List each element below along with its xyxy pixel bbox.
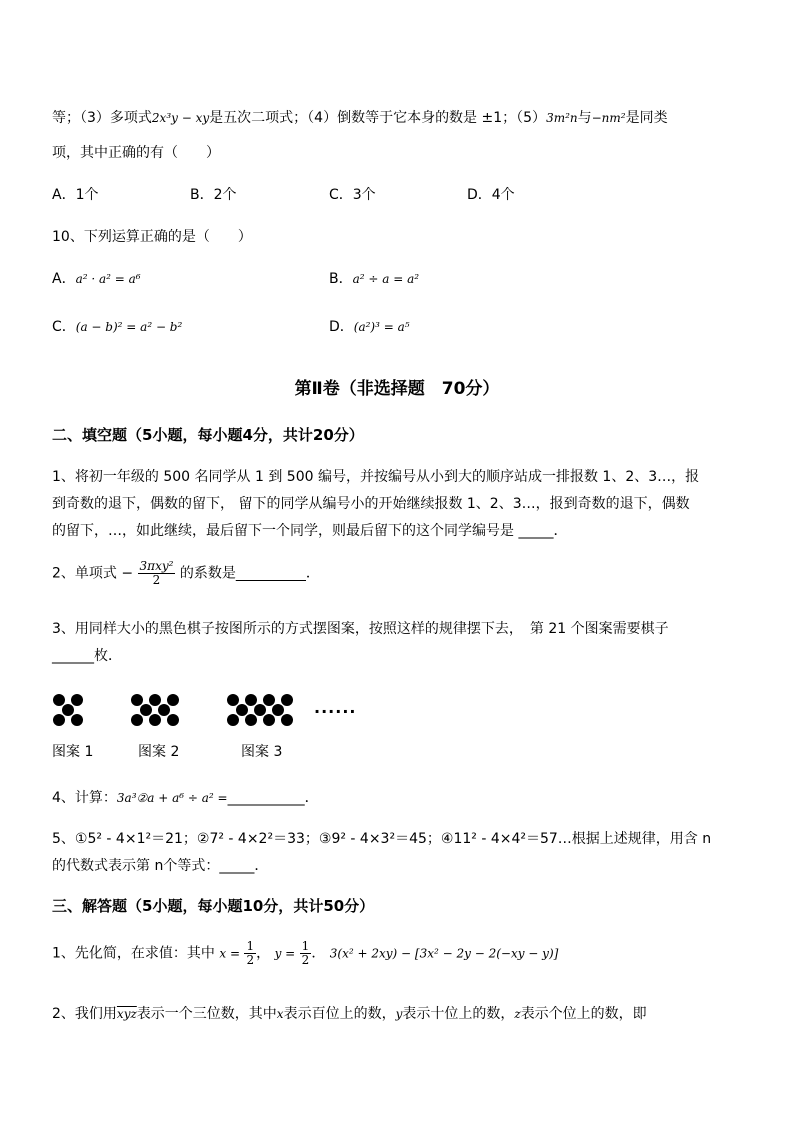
text: 表示百位上的数， (283, 1006, 396, 1022)
chess-piece (272, 704, 284, 716)
q9-line2: 项，其中正确的有（ ） (52, 145, 220, 161)
chess-piece (245, 694, 257, 706)
chess-piece (53, 714, 65, 726)
q9-option-c: C．3个 (329, 187, 376, 203)
chess-piece (149, 694, 161, 706)
math-expr: −nm² (591, 111, 626, 125)
fraction (138, 560, 176, 587)
numerator: 1 (246, 939, 255, 953)
chess-piece (140, 704, 152, 716)
text: ， (256, 945, 271, 962)
option-label: C． (52, 319, 76, 335)
f1-line1: 1、将初一年级的 500 名同学从 1 到 500 编号，并按编号从小到大的顺序站成一排报数 1、2、3…，报 (52, 469, 700, 485)
math-expr: x = (219, 946, 241, 961)
text: 是五次二项式；（4）倒数等于它本身的数是 ±1；（5） (209, 110, 547, 126)
chess-piece (263, 714, 275, 726)
text: 4、计算： (52, 790, 117, 806)
denominator: 2 (301, 953, 310, 967)
pattern-label-2: 图案 2 (138, 744, 180, 760)
option-label: B． (329, 271, 353, 287)
pattern-3 (227, 694, 293, 726)
chess-piece (167, 714, 179, 726)
math-expr: y (395, 1007, 403, 1021)
math-expr: a² ÷ a = a² (352, 272, 420, 286)
text: 与 (577, 110, 592, 126)
text: 表示十位上的数， (402, 1006, 515, 1022)
q9-option-a: A．1个 (52, 187, 99, 203)
q10-option-d (329, 316, 410, 336)
chess-piece (227, 694, 239, 706)
chess-piece (158, 704, 170, 716)
text: 等；（3）多项式 (52, 110, 152, 126)
chess-piece (131, 714, 143, 726)
numerator: 1 (301, 939, 310, 953)
s1 (52, 940, 558, 967)
math-expr: a² · a² = a⁶ (75, 272, 141, 286)
fill-section-title: 二、填空题（5小题，每小题4分，共计20分） (52, 426, 364, 444)
pattern-ellipsis: ······ (314, 702, 357, 721)
math-expr: 3m²n (546, 111, 578, 125)
f1-line2: 到奇数的退下，偶数的留下， 留下的同学从编号小的开始继续报数 1、2、3…，报到奇数的退下，偶数 (52, 496, 690, 512)
text: 是同类 (625, 110, 668, 126)
f5-line1: 5、①5² - 4×1²＝21；②7² - 4×2²＝33；③9² - 4×3²＝45；④11² - 4×4²＝57…根据上述规律，用含 n (52, 831, 712, 847)
math-expr: x (276, 1007, 284, 1021)
math-expr: 3(x² + 2xy) − [3x² − 2y − 2(−xy − y)] (329, 946, 559, 961)
q9-line1 (52, 107, 668, 127)
chess-piece (227, 714, 239, 726)
chess-piece (167, 694, 179, 706)
chess-piece (281, 694, 293, 706)
f3-line1: 3、用同样大小的黑色棋子按图所示的方式摆图案，按照这样的规律摆下去， 第 21 个图案需要棋子 (52, 621, 669, 637)
math-expr: z (514, 1007, 521, 1021)
text: ． (311, 945, 326, 962)
q10-stem: 10、下列运算正确的是（ ） (52, 229, 252, 245)
chess-piece (263, 694, 275, 706)
f5-line2: 的代数式表示第 n个等式：_____． (52, 858, 269, 874)
chess-piece (53, 694, 65, 706)
q9-option-d: D．4个 (467, 187, 515, 203)
chess-piece (71, 714, 83, 726)
chess-piece (62, 704, 74, 716)
q10-option-c (52, 316, 182, 336)
pattern-2 (131, 694, 179, 726)
s2 (52, 1003, 647, 1023)
text: 表示一个三位数，其中 (136, 1006, 277, 1022)
chess-piece (71, 694, 83, 706)
math-expr: (a − b)² = a² − b² (75, 320, 183, 334)
text: ___________． (227, 790, 319, 806)
q10-option-b (329, 268, 419, 288)
f2 (52, 560, 320, 587)
section-title: 第Ⅱ卷（非选择题 70分） (294, 379, 500, 399)
option-label: D． (329, 319, 354, 335)
chess-piece (245, 714, 257, 726)
q10-option-a (52, 268, 141, 288)
math-expr: y = (274, 946, 296, 961)
text: 的系数是__________． (179, 565, 320, 582)
math-expr: $\overline{xyz}$ (116, 1007, 137, 1021)
numerator: 3πxy² (139, 559, 174, 573)
math-expr: 2x³y − xy (151, 111, 210, 125)
f4 (52, 787, 319, 807)
math-expr: (a²)³ = a⁵ (353, 320, 410, 334)
q9-option-b: B．2个 (190, 187, 237, 203)
f1-line3: 的留下，…，如此继续，最后留下一个同学，则最后留下的这个同学编号是 _____． (52, 523, 568, 539)
denominator: 2 (152, 573, 161, 587)
chess-piece (281, 714, 293, 726)
chess-piece (149, 714, 161, 726)
chess-piece (236, 704, 248, 716)
pattern-label-1: 图案 1 (52, 744, 94, 760)
denominator: 2 (246, 953, 255, 967)
option-label: A． (52, 271, 76, 287)
pattern-1 (53, 694, 83, 726)
solve-section-title: 三、解答题（5小题，每小题10分，共计50分） (52, 897, 375, 915)
text: 1、先化简，在求值：其中 (52, 945, 215, 962)
fraction (244, 940, 256, 967)
chess-piece (254, 704, 266, 716)
chess-piece (131, 694, 143, 706)
text: 表示个位上的数，即 (520, 1006, 647, 1022)
text: 2、单项式 − (52, 565, 134, 582)
text: 2、我们用 (52, 1006, 117, 1022)
fraction (300, 940, 312, 967)
math-expr: 3a³②a + a⁶ ÷ a² = (116, 791, 228, 805)
pattern-label-3: 图案 3 (241, 744, 283, 760)
f3-line2: ______枚． (52, 648, 122, 664)
